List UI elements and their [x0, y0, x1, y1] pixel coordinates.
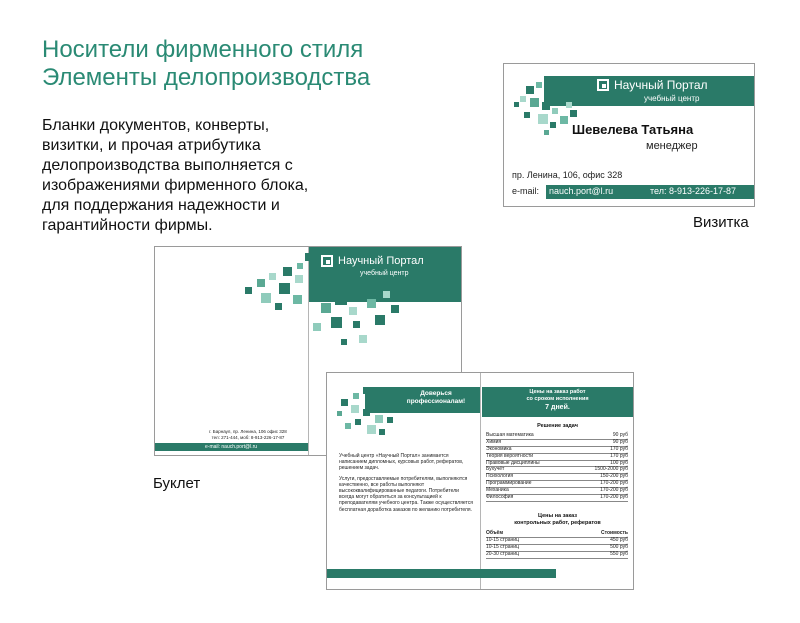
- tasks-title: Решение задач: [537, 423, 578, 429]
- works-title-line-1: Цены на заказ: [538, 513, 577, 519]
- price-row-value: 500 руб: [610, 543, 628, 550]
- price-row: [486, 433, 628, 440]
- card-phone: тел: 8-913-226-17-87: [650, 186, 737, 196]
- price-row-value: 1500-2000 руб: [594, 466, 628, 473]
- booklet-inside: [326, 372, 634, 590]
- price-row-value: 450 руб: [610, 536, 628, 543]
- booklet-address: [189, 429, 307, 440]
- inside-paragraph-1: Учебный центр «Научный Портал» занимается написанием дипломных, курсовых работ, рефератов, решением задач.: [339, 453, 464, 472]
- works-title-line-2: контрольных работ, рефератов: [514, 519, 601, 526]
- price-row-label: Правовые дисциплины: [486, 459, 540, 466]
- description-text: Бланки документов, конверты, визитки, и прочая атрибутика делопроизводства выполняется с изображениями фирменного блока, для поддержания надежности и гарантийности фирмы.: [42, 117, 309, 234]
- works-price-table: [486, 531, 628, 559]
- price-row-label: 10-15 страниц: [486, 536, 519, 543]
- booklet-address-line: г. Барнаул, пр. Ленина, 106 офис 328: [209, 429, 287, 434]
- booklet-caption: Буклет: [153, 475, 201, 492]
- price-row-label: Высшая математика: [486, 432, 534, 438]
- booklet-inside-fold-line: [480, 373, 481, 589]
- price-row-value: 90 руб: [612, 432, 628, 438]
- price-row-value: 550 руб: [610, 550, 628, 557]
- prices-heading-line-1: Цены на заказ работ: [529, 389, 586, 395]
- prices-heading-line-3: 7 дней.: [545, 404, 570, 411]
- price-row-label: Теория вероятности: [486, 452, 534, 459]
- card-email-label: e-mail:: [512, 186, 540, 196]
- portal-logo-icon: [321, 255, 333, 267]
- prices-heading-line-2: со сроком исполнения: [526, 396, 589, 402]
- inside-description: [339, 453, 475, 517]
- price-row-label: Химия: [486, 438, 502, 445]
- price-row-label: Механика: [486, 487, 509, 494]
- card-address: пр. Ленина, 106, офис 328: [512, 170, 623, 180]
- card-person-name: Шевелева Татьяна: [572, 122, 694, 137]
- works-header-cost: Стоимость: [600, 530, 628, 536]
- portal-logo-icon: [597, 79, 609, 91]
- price-row-label: Бухучёт: [486, 466, 505, 473]
- card-caption: Визитка: [693, 214, 749, 231]
- card-position: менеджер: [646, 140, 698, 152]
- works-header-volume: Объём: [486, 530, 504, 536]
- price-row-value: 90 руб: [612, 438, 628, 445]
- price-row-value: 100 руб: [610, 459, 628, 466]
- inside-paragraph-2: Услуги, предоставляемые потребителям, выполняются качественно, все работы выполняют высококвалифицированные педагоги. Потребители всегда могут обратиться за консультацией к преподавателям учебного центра. Также осуществляется бесплатная доработка заказов по желанию потребителя.: [339, 475, 473, 513]
- title-line-2: Элементы делопроизводства: [42, 64, 371, 91]
- price-row-label: Психология: [486, 473, 514, 480]
- card-logo: [597, 78, 708, 92]
- booklet-logo: [321, 255, 424, 267]
- price-row-value: 170-200 руб: [600, 480, 628, 487]
- price-row-value: 170 руб: [610, 445, 628, 452]
- page-title: [42, 36, 370, 92]
- business-card: [503, 63, 755, 207]
- price-row-label: 10-15 страниц: [486, 543, 519, 550]
- price-row-label: Философия: [486, 494, 514, 501]
- inside-heading: Доверься профессионалам!: [406, 390, 466, 405]
- price-row-label: 20-30 страниц: [486, 550, 519, 557]
- card-brand-name: Научный Портал: [614, 78, 708, 92]
- price-row: [486, 495, 628, 502]
- prices-heading: [482, 389, 633, 412]
- price-row-value: 150-200 руб: [600, 473, 628, 480]
- title-line-1: Носители фирменного стиля: [42, 36, 364, 63]
- inside-footer-band: [327, 569, 556, 578]
- tasks-price-table: [486, 433, 628, 502]
- booklet-brand-subtitle: учебный центр: [360, 270, 409, 277]
- price-row-label: Экономика: [486, 445, 512, 452]
- booklet-brand-name: Научный Портал: [338, 255, 424, 267]
- works-title: [482, 513, 633, 526]
- price-row: [486, 552, 628, 559]
- price-row-value: 170-200 руб: [600, 494, 628, 501]
- booklet-phone-line: тел: 271-444, моб: 8-913-226-17-87: [211, 434, 285, 440]
- price-row-label: Программирование: [486, 480, 532, 487]
- price-row-value: 170 руб: [610, 452, 628, 459]
- booklet-email: e-mail: nauch.port@l.ru: [205, 443, 258, 450]
- card-brand-subtitle: учебный центр: [644, 94, 700, 103]
- price-row-value: 170-200 руб: [600, 487, 628, 494]
- card-email: nauch.port@l.ru: [549, 186, 614, 196]
